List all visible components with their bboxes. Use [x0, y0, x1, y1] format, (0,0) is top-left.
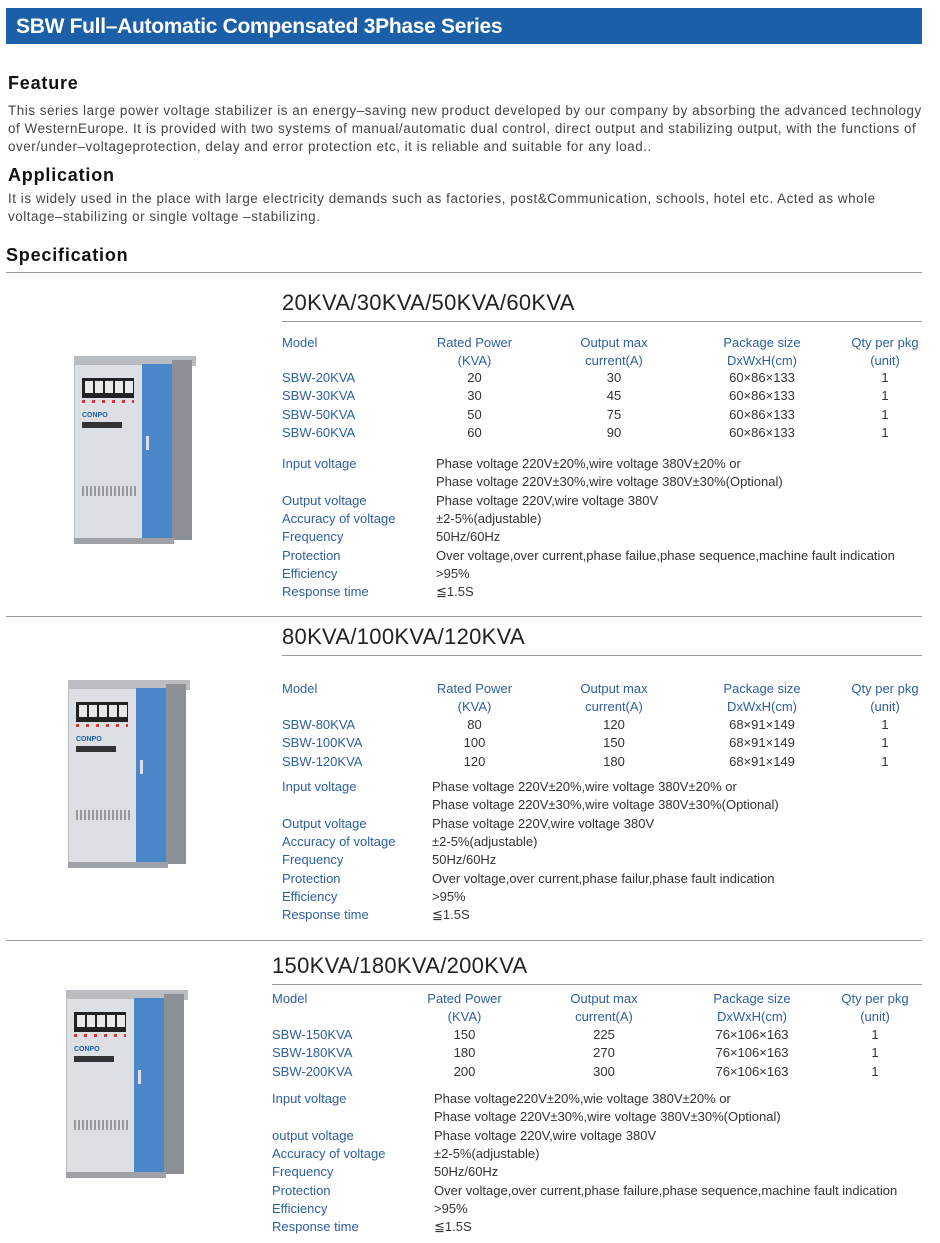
- table-header: Output max: [580, 335, 648, 350]
- vent-grille: [82, 486, 136, 496]
- table-header: Rated Power: [436, 681, 513, 696]
- meter-panel: [74, 1012, 126, 1032]
- section-title: 80KVA/100KVA/120KVA: [282, 624, 525, 649]
- model-cell: SBW-60KVA: [282, 425, 356, 441]
- table-header: (unit): [870, 353, 900, 368]
- spec-label: Frequency: [282, 529, 344, 545]
- meter-gauge: [95, 381, 103, 393]
- spec-label: output voltage: [272, 1127, 354, 1143]
- model-label: [74, 1056, 114, 1062]
- table-cell: 1: [881, 406, 889, 422]
- spec-value: Phase voltage 220V±30%,wire voltage 380V±30%(Optional): [434, 1109, 781, 1125]
- spec-label: Protection: [282, 870, 341, 886]
- door-handle: [146, 436, 149, 450]
- table-header: (unit): [860, 1009, 890, 1024]
- table-header: DxWxH(cm): [726, 699, 798, 714]
- spec-label: Input voltage: [282, 456, 357, 471]
- meter-gauge: [117, 1015, 125, 1027]
- application-heading: Application: [8, 165, 115, 185]
- cab-base-part: [68, 862, 168, 868]
- table-header: Package size: [723, 335, 801, 350]
- model-cell: SBW-30KVA: [282, 388, 356, 404]
- table-header: (unit): [870, 699, 900, 714]
- spec-label: Input voltage: [282, 779, 357, 794]
- spec-label: Frequency: [282, 852, 344, 868]
- model-cell: SBW-120KVA: [282, 753, 363, 769]
- table-cell: 20: [467, 370, 482, 385]
- door-handle: [140, 760, 143, 774]
- brand-logo: CONPO: [74, 1046, 100, 1053]
- table-header: current(A): [585, 353, 643, 368]
- model-cell: SBW-100KVA: [282, 735, 363, 751]
- table-header: Model: [272, 991, 308, 1006]
- table-header: (KVA): [457, 353, 492, 368]
- spec-label: Efficiency: [282, 565, 338, 581]
- table-header: Qty per pkg: [841, 991, 909, 1006]
- table-cell: 120: [603, 717, 625, 732]
- table-cell: 1: [871, 1045, 879, 1061]
- table-cell: 60×86×133: [729, 425, 795, 441]
- table-header: current(A): [585, 699, 643, 714]
- table-header: Pated Power: [427, 991, 502, 1006]
- spec-value: 50Hz/60Hz: [436, 529, 501, 545]
- table-cell: 76×106×163: [715, 1027, 789, 1042]
- meter-gauge: [79, 705, 87, 717]
- spec-value: Phase voltage 220V,wire voltage 380V: [436, 492, 659, 508]
- table-header: Output max: [570, 991, 638, 1006]
- spec-label: Input voltage: [272, 1091, 347, 1106]
- spec-label: Protection: [282, 547, 341, 563]
- table-cell: 270: [593, 1045, 615, 1061]
- spec-value: Phase voltage 220V,wire voltage 380V: [434, 1127, 657, 1143]
- table-cell: 1: [881, 388, 889, 404]
- cab-base-part: [66, 1172, 166, 1178]
- feature-text: This series large power voltage stabilizer is an energy–saving new product developed by our company by absorbing the advanced technology of WesternEurope. It is provided with two systems of manual/automatic dual control, direct output and stabilizing output, with the functions of over/under–voltageprotection, delay and error protection etc, it is reliable and suitable for any load..: [8, 103, 922, 154]
- meter-gauge: [99, 705, 107, 717]
- spec-value: Phase voltage 220V,wire voltage 380V: [432, 815, 655, 831]
- section-divider: [6, 940, 922, 941]
- voltage-stabilizer-image: [66, 990, 188, 1180]
- model-cell: SBW-200KVA: [272, 1063, 353, 1079]
- brand-logo: CONPO: [82, 412, 108, 419]
- spec-value: 50Hz/60Hz: [434, 1164, 499, 1180]
- spec-label: Efficiency: [282, 888, 338, 904]
- table-cell: 100: [463, 735, 486, 751]
- table-cell: 30: [467, 388, 482, 404]
- table-cell: 225: [593, 1027, 615, 1042]
- meter-gauge: [125, 381, 133, 393]
- table-cell: 76×106×163: [715, 1045, 789, 1061]
- table-header: Package size: [713, 991, 791, 1006]
- spec-value: 50Hz/60Hz: [432, 852, 497, 868]
- model-label: [82, 422, 122, 428]
- meter-panel: [82, 378, 134, 398]
- spec-label: Efficiency: [272, 1200, 328, 1216]
- spec-value: >95%: [434, 1200, 468, 1216]
- table-cell: 75: [606, 406, 622, 422]
- cab-door-part: [142, 364, 172, 540]
- table-cell: 1: [881, 370, 889, 385]
- table-header: Qty per pkg: [851, 681, 919, 696]
- spec-label: Output voltage: [282, 492, 367, 508]
- spec-value: >95%: [436, 565, 470, 581]
- spec-value: ≦1.5S: [434, 1219, 472, 1235]
- model-cell: SBW-80KVA: [282, 717, 356, 732]
- cab-door-part: [136, 688, 166, 864]
- section-divider: [6, 616, 922, 617]
- table-cell: 1: [881, 735, 889, 751]
- table-cell: 68×91×149: [729, 717, 795, 732]
- table-cell: 45: [606, 388, 622, 404]
- spec-value: ±2-5%(adjustable): [434, 1145, 540, 1161]
- table-cell: 150: [453, 1027, 476, 1042]
- table-header: Package size: [723, 681, 801, 696]
- indicator-lights: [82, 400, 134, 403]
- spec-value: Phase voltage220V±20%,wie voltage 380V±20% or: [434, 1091, 731, 1106]
- table-cell: 80: [467, 717, 482, 732]
- meter-gauge: [109, 705, 117, 717]
- spec-value: >95%: [432, 888, 466, 904]
- spec-value: ≦1.5S: [432, 907, 470, 923]
- table-cell: 60: [467, 425, 482, 441]
- cab-side-part: [172, 360, 192, 540]
- table-header: Model: [282, 681, 318, 696]
- meter-gauge: [77, 1015, 85, 1027]
- meter-gauge: [89, 705, 97, 717]
- spec-value: Over voltage,over current,phase failure,phase sequence,machine fault indication: [434, 1182, 898, 1198]
- section-title-underline: [282, 321, 922, 322]
- specification-divider: [6, 272, 922, 273]
- table-cell: 300: [593, 1063, 615, 1079]
- table-header: Qty per pkg: [851, 335, 919, 350]
- spec-label: Frequency: [272, 1164, 334, 1180]
- table-cell: 60×86×133: [729, 406, 795, 422]
- vent-grille: [76, 810, 130, 820]
- table-header: current(A): [575, 1009, 633, 1024]
- meter-gauge: [119, 705, 127, 717]
- table-cell: 68×91×149: [729, 753, 795, 769]
- table-header: (KVA): [457, 699, 492, 714]
- spec-label: Response time: [282, 584, 369, 600]
- table-cell: 1: [871, 1027, 879, 1042]
- title-banner: [6, 8, 922, 44]
- spec-label: Accuracy of voltage: [282, 510, 396, 526]
- spec-value: ±2-5%(adjustable): [436, 510, 542, 526]
- section-title-underline: [282, 655, 922, 656]
- model-cell: SBW-150KVA: [272, 1027, 353, 1042]
- cab-side-part: [164, 994, 184, 1174]
- brand-logo: CONPO: [76, 736, 102, 743]
- meter-gauge: [105, 381, 113, 393]
- door-handle: [138, 1070, 141, 1084]
- cab-side-part: [166, 684, 186, 864]
- table-cell: 68×91×149: [729, 735, 795, 751]
- feature-heading: Feature: [8, 73, 79, 93]
- table-cell: 1: [881, 753, 889, 769]
- table-cell: 150: [603, 735, 625, 751]
- table-header: DxWxH(cm): [726, 353, 798, 368]
- specification-heading: Specification: [6, 245, 129, 265]
- vent-grille: [74, 1120, 128, 1130]
- table-cell: 30: [606, 370, 622, 385]
- meter-gauge: [85, 381, 93, 393]
- spec-value: Over voltage,over current,phase failue,phase sequence,machine fault indication: [436, 547, 895, 563]
- cab-base-part: [74, 538, 174, 544]
- spec-label: Accuracy of voltage: [272, 1145, 386, 1161]
- voltage-stabilizer-image: [68, 680, 190, 870]
- model-label: [76, 746, 116, 752]
- table-cell: 90: [606, 425, 622, 441]
- spec-value: Phase voltage 220V±20%,wire voltage 380V±20% or: [432, 779, 737, 794]
- table-header: Model: [282, 335, 318, 350]
- table-header: (KVA): [447, 1009, 482, 1024]
- spec-value: Phase voltage 220V±20%,wire voltage 380V±20% or: [436, 456, 741, 471]
- cab-door-part: [134, 998, 164, 1174]
- meter-gauge: [115, 381, 123, 393]
- table-cell: 180: [603, 753, 625, 769]
- table-cell: 60×86×133: [729, 370, 795, 385]
- table-cell: 200: [453, 1063, 476, 1079]
- table-cell: 50: [467, 406, 482, 422]
- indicator-lights: [74, 1034, 126, 1037]
- spec-value: ±2-5%(adjustable): [432, 833, 538, 849]
- spec-label: Output voltage: [282, 815, 367, 831]
- meter-gauge: [87, 1015, 95, 1027]
- section-title: 150KVA/180KVA/200KVA: [272, 953, 528, 978]
- spec-value: Phase voltage 220V±30%,wire voltage 380V±30%(Optional): [432, 797, 779, 813]
- meter-gauge: [107, 1015, 115, 1027]
- spec-value: Phase voltage 220V±30%,wire voltage 380V±30%(Optional): [436, 474, 783, 490]
- table-cell: 180: [453, 1045, 476, 1061]
- table-cell: 1: [871, 1063, 879, 1079]
- indicator-lights: [76, 724, 128, 727]
- spec-label: Response time: [272, 1219, 359, 1235]
- spec-value: Over voltage,over current,phase failur,phase fault indication: [432, 870, 775, 886]
- spec-value: ≦1.5S: [436, 584, 474, 600]
- meter-gauge: [97, 1015, 105, 1027]
- model-cell: SBW-20KVA: [282, 370, 356, 385]
- table-header: Output max: [580, 681, 648, 696]
- page-title: SBW Full–Automatic Compensated 3Phase Series: [16, 15, 503, 38]
- model-cell: SBW-50KVA: [282, 406, 356, 422]
- table-cell: 1: [881, 717, 889, 732]
- table-header: Rated Power: [436, 335, 513, 350]
- table-cell: 120: [463, 753, 486, 769]
- meter-panel: [76, 702, 128, 722]
- model-cell: SBW-180KVA: [272, 1045, 353, 1061]
- spec-label: Accuracy of voltage: [282, 833, 396, 849]
- voltage-stabilizer-image: [74, 356, 196, 546]
- section-title-underline: [272, 984, 922, 985]
- spec-label: Protection: [272, 1182, 331, 1198]
- section-title: 20KVA/30KVA/50KVA/60KVA: [282, 290, 575, 315]
- table-header: DxWxH(cm): [716, 1009, 788, 1024]
- table-cell: 60×86×133: [729, 388, 795, 404]
- table-cell: 76×106×163: [715, 1063, 789, 1079]
- application-text: It is widely used in the place with large electricity demands such as factories, post&Communication, schools, hotel etc. Acted as whole voltage–stabilizing or single voltage –stabilizing.: [8, 191, 876, 224]
- table-cell: 1: [881, 425, 889, 441]
- spec-label: Response time: [282, 907, 369, 923]
